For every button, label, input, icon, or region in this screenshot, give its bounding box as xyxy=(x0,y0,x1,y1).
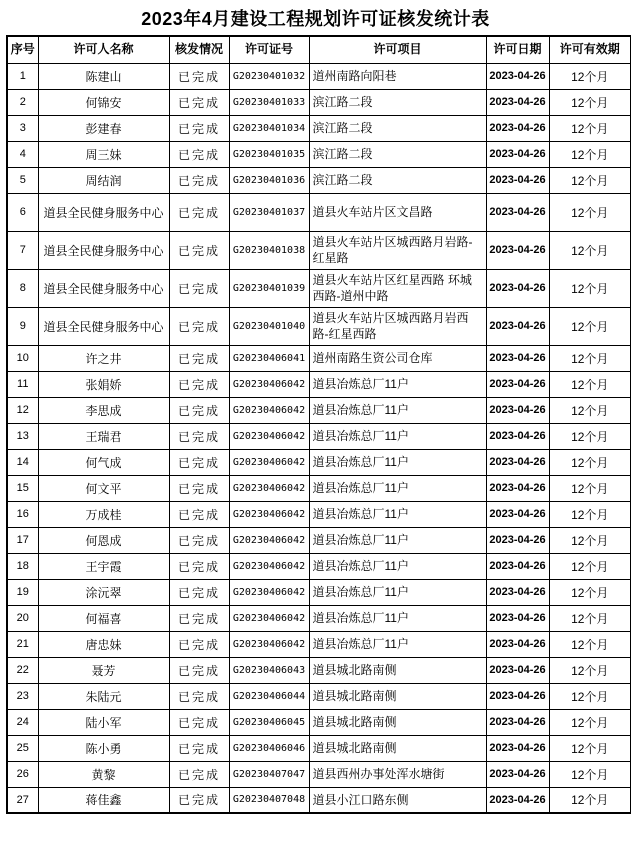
cell-no: 26 xyxy=(7,761,38,787)
table-row xyxy=(7,423,631,449)
table-row xyxy=(7,449,631,475)
cell-validity: 12个月 xyxy=(549,683,631,709)
cell-license-no: G20230406042 xyxy=(229,371,309,397)
cell-license-no: G20230401038 xyxy=(229,231,309,269)
cell-date: 2023-04-26 xyxy=(486,657,549,683)
cell-license-no: G20230406041 xyxy=(229,345,309,371)
table-row xyxy=(7,63,631,89)
cell-validity: 12个月 xyxy=(549,579,631,605)
table-row xyxy=(7,371,631,397)
cell-license-no: G20230407047 xyxy=(229,761,309,787)
cell-date: 2023-04-26 xyxy=(486,735,549,761)
col-header-project: 许可项目 xyxy=(309,36,486,63)
cell-license-no: G20230406042 xyxy=(229,527,309,553)
table-body xyxy=(7,63,631,813)
cell-project: 道县火车站片区城西路月岩路-红星路 xyxy=(309,231,486,269)
cell-license-no: G20230406042 xyxy=(229,475,309,501)
cell-license-no: G20230406046 xyxy=(229,735,309,761)
cell-status: 已完成 xyxy=(169,371,229,397)
table-row xyxy=(7,657,631,683)
table-row xyxy=(7,787,631,813)
cell-status: 已完成 xyxy=(169,397,229,423)
cell-status: 已完成 xyxy=(169,761,229,787)
col-header-date: 许可日期 xyxy=(486,36,549,63)
cell-status: 已完成 xyxy=(169,141,229,167)
cell-validity: 12个月 xyxy=(549,501,631,527)
cell-date: 2023-04-26 xyxy=(486,553,549,579)
cell-no: 6 xyxy=(7,193,38,231)
cell-project: 滨江路二段 xyxy=(309,115,486,141)
table-row xyxy=(7,269,631,307)
cell-date: 2023-04-26 xyxy=(486,89,549,115)
cell-name: 许之井 xyxy=(38,345,169,371)
table-row xyxy=(7,501,631,527)
cell-project: 滨江路二段 xyxy=(309,141,486,167)
cell-name: 何锦安 xyxy=(38,89,169,115)
table-row xyxy=(7,735,631,761)
cell-status: 已完成 xyxy=(169,553,229,579)
cell-name: 周结润 xyxy=(38,167,169,193)
table-row xyxy=(7,167,631,193)
cell-validity: 12个月 xyxy=(549,371,631,397)
table-row xyxy=(7,761,631,787)
table-row xyxy=(7,475,631,501)
cell-project: 道县西州办事处浑水塘街 xyxy=(309,761,486,787)
cell-status: 已完成 xyxy=(169,631,229,657)
cell-validity: 12个月 xyxy=(549,63,631,89)
cell-project: 滨江路二段 xyxy=(309,89,486,115)
table-row xyxy=(7,231,631,269)
cell-license-no: G20230406042 xyxy=(229,605,309,631)
table-row xyxy=(7,579,631,605)
cell-license-no: G20230406042 xyxy=(229,631,309,657)
cell-license-no: G20230401035 xyxy=(229,141,309,167)
cell-date: 2023-04-26 xyxy=(486,193,549,231)
cell-name: 蒋佳鑫 xyxy=(38,787,169,813)
table-row xyxy=(7,683,631,709)
cell-name: 陈小勇 xyxy=(38,735,169,761)
cell-status: 已完成 xyxy=(169,269,229,307)
cell-date: 2023-04-26 xyxy=(486,527,549,553)
table-row xyxy=(7,605,631,631)
cell-name: 万成桂 xyxy=(38,501,169,527)
cell-no: 22 xyxy=(7,657,38,683)
cell-date: 2023-04-26 xyxy=(486,371,549,397)
cell-project: 道县冶炼总厂11户 xyxy=(309,579,486,605)
table-row xyxy=(7,345,631,371)
cell-validity: 12个月 xyxy=(549,709,631,735)
col-header-validity: 许可有效期 xyxy=(549,36,631,63)
cell-status: 已完成 xyxy=(169,193,229,231)
cell-license-no: G20230406045 xyxy=(229,709,309,735)
cell-no: 21 xyxy=(7,631,38,657)
cell-project: 道县火车站片区文昌路 xyxy=(309,193,486,231)
cell-project: 道县火车站片区城西路月岩西路-红星西路 xyxy=(309,307,486,345)
cell-validity: 12个月 xyxy=(549,141,631,167)
col-header-license-no: 许可证号 xyxy=(229,36,309,63)
table-row xyxy=(7,631,631,657)
cell-project: 道县冶炼总厂11户 xyxy=(309,475,486,501)
cell-date: 2023-04-26 xyxy=(486,397,549,423)
cell-license-no: G20230406042 xyxy=(229,579,309,605)
table-row xyxy=(7,193,631,231)
cell-project: 道县冶炼总厂11户 xyxy=(309,605,486,631)
cell-date: 2023-04-26 xyxy=(486,307,549,345)
header-row xyxy=(7,36,631,63)
cell-no: 9 xyxy=(7,307,38,345)
cell-project: 道州南路生资公司仓库 xyxy=(309,345,486,371)
cell-license-no: G20230406042 xyxy=(229,423,309,449)
cell-name: 道县全民健身服务中心 xyxy=(38,231,169,269)
cell-project: 道县火车站片区红星西路 环城西路-道州中路 xyxy=(309,269,486,307)
cell-date: 2023-04-26 xyxy=(486,683,549,709)
cell-no: 12 xyxy=(7,397,38,423)
cell-validity: 12个月 xyxy=(549,787,631,813)
cell-project: 道县城北路南侧 xyxy=(309,657,486,683)
cell-status: 已完成 xyxy=(169,579,229,605)
cell-validity: 12个月 xyxy=(549,631,631,657)
cell-name: 何气成 xyxy=(38,449,169,475)
cell-date: 2023-04-26 xyxy=(486,631,549,657)
cell-validity: 12个月 xyxy=(549,735,631,761)
cell-date: 2023-04-26 xyxy=(486,115,549,141)
cell-project: 道县小江口路东侧 xyxy=(309,787,486,813)
cell-no: 10 xyxy=(7,345,38,371)
cell-project: 道县城北路南侧 xyxy=(309,709,486,735)
cell-name: 王宇霞 xyxy=(38,553,169,579)
table-row xyxy=(7,89,631,115)
cell-project: 道县冶炼总厂11户 xyxy=(309,527,486,553)
cell-status: 已完成 xyxy=(169,231,229,269)
cell-status: 已完成 xyxy=(169,167,229,193)
cell-validity: 12个月 xyxy=(549,345,631,371)
cell-validity: 12个月 xyxy=(549,475,631,501)
cell-name: 涂沅翠 xyxy=(38,579,169,605)
cell-name: 朱陆元 xyxy=(38,683,169,709)
cell-license-no: G20230401033 xyxy=(229,89,309,115)
cell-validity: 12个月 xyxy=(549,657,631,683)
cell-status: 已完成 xyxy=(169,345,229,371)
cell-project: 道州南路向阳巷 xyxy=(309,63,486,89)
cell-status: 已完成 xyxy=(169,735,229,761)
cell-name: 李思成 xyxy=(38,397,169,423)
cell-date: 2023-04-26 xyxy=(486,423,549,449)
table-row xyxy=(7,527,631,553)
cell-no: 11 xyxy=(7,371,38,397)
cell-name: 张娟娇 xyxy=(38,371,169,397)
cell-date: 2023-04-26 xyxy=(486,475,549,501)
cell-no: 2 xyxy=(7,89,38,115)
cell-no: 13 xyxy=(7,423,38,449)
cell-name: 道县全民健身服务中心 xyxy=(38,269,169,307)
cell-no: 19 xyxy=(7,579,38,605)
page-title: 2023年4月建设工程规划许可证核发统计表 xyxy=(141,9,490,29)
cell-project: 道县冶炼总厂11户 xyxy=(309,501,486,527)
cell-license-no: G20230401040 xyxy=(229,307,309,345)
cell-license-no: G20230401037 xyxy=(229,193,309,231)
cell-license-no: G20230406042 xyxy=(229,553,309,579)
cell-date: 2023-04-26 xyxy=(486,709,549,735)
cell-date: 2023-04-26 xyxy=(486,449,549,475)
cell-no: 27 xyxy=(7,787,38,813)
cell-date: 2023-04-26 xyxy=(486,605,549,631)
cell-license-no: G20230401034 xyxy=(229,115,309,141)
col-header-name: 许可人名称 xyxy=(38,36,169,63)
cell-license-no: G20230406042 xyxy=(229,449,309,475)
cell-validity: 12个月 xyxy=(549,449,631,475)
cell-status: 已完成 xyxy=(169,605,229,631)
cell-date: 2023-04-26 xyxy=(486,579,549,605)
cell-no: 3 xyxy=(7,115,38,141)
cell-no: 1 xyxy=(7,63,38,89)
cell-name: 唐忠妹 xyxy=(38,631,169,657)
cell-status: 已完成 xyxy=(169,501,229,527)
cell-no: 4 xyxy=(7,141,38,167)
cell-validity: 12个月 xyxy=(549,761,631,787)
cell-name: 周三妹 xyxy=(38,141,169,167)
cell-name: 何福喜 xyxy=(38,605,169,631)
cell-no: 15 xyxy=(7,475,38,501)
cell-name: 何文平 xyxy=(38,475,169,501)
cell-name: 陈建山 xyxy=(38,63,169,89)
cell-validity: 12个月 xyxy=(549,397,631,423)
cell-status: 已完成 xyxy=(169,527,229,553)
cell-validity: 12个月 xyxy=(549,605,631,631)
cell-status: 已完成 xyxy=(169,449,229,475)
cell-license-no: G20230406043 xyxy=(229,657,309,683)
cell-no: 23 xyxy=(7,683,38,709)
col-header-status: 核发情况 xyxy=(169,36,229,63)
cell-date: 2023-04-26 xyxy=(486,345,549,371)
table-row xyxy=(7,141,631,167)
cell-license-no: G20230406044 xyxy=(229,683,309,709)
table-row xyxy=(7,307,631,345)
cell-project: 道县冶炼总厂11户 xyxy=(309,553,486,579)
cell-status: 已完成 xyxy=(169,787,229,813)
cell-no: 7 xyxy=(7,231,38,269)
cell-status: 已完成 xyxy=(169,63,229,89)
cell-name: 黄黎 xyxy=(38,761,169,787)
cell-license-no: G20230406042 xyxy=(229,501,309,527)
cell-name: 聂芳 xyxy=(38,657,169,683)
cell-no: 14 xyxy=(7,449,38,475)
cell-validity: 12个月 xyxy=(549,193,631,231)
cell-no: 24 xyxy=(7,709,38,735)
cell-validity: 12个月 xyxy=(549,423,631,449)
cell-license-no: G20230401039 xyxy=(229,269,309,307)
cell-status: 已完成 xyxy=(169,657,229,683)
cell-validity: 12个月 xyxy=(549,527,631,553)
cell-date: 2023-04-26 xyxy=(486,141,549,167)
cell-date: 2023-04-26 xyxy=(486,231,549,269)
cell-validity: 12个月 xyxy=(549,89,631,115)
cell-no: 25 xyxy=(7,735,38,761)
cell-project: 道县冶炼总厂11户 xyxy=(309,631,486,657)
cell-status: 已完成 xyxy=(169,115,229,141)
cell-project: 道县城北路南侧 xyxy=(309,683,486,709)
cell-no: 8 xyxy=(7,269,38,307)
cell-status: 已完成 xyxy=(169,709,229,735)
cell-name: 道县全民健身服务中心 xyxy=(38,193,169,231)
cell-status: 已完成 xyxy=(169,683,229,709)
permit-table xyxy=(6,35,631,814)
cell-name: 王瑞君 xyxy=(38,423,169,449)
table-row xyxy=(7,709,631,735)
cell-project: 滨江路二段 xyxy=(309,167,486,193)
cell-name: 道县全民健身服务中心 xyxy=(38,307,169,345)
col-header-no: 序号 xyxy=(7,36,38,63)
cell-status: 已完成 xyxy=(169,423,229,449)
cell-date: 2023-04-26 xyxy=(486,167,549,193)
cell-project: 道县冶炼总厂11户 xyxy=(309,371,486,397)
cell-no: 17 xyxy=(7,527,38,553)
cell-no: 18 xyxy=(7,553,38,579)
cell-validity: 12个月 xyxy=(549,269,631,307)
cell-name: 陆小军 xyxy=(38,709,169,735)
cell-date: 2023-04-26 xyxy=(486,269,549,307)
table-row xyxy=(7,115,631,141)
cell-project: 道县冶炼总厂11户 xyxy=(309,449,486,475)
cell-license-no: G20230401036 xyxy=(229,167,309,193)
cell-no: 16 xyxy=(7,501,38,527)
cell-license-no: G20230406042 xyxy=(229,397,309,423)
cell-status: 已完成 xyxy=(169,89,229,115)
cell-date: 2023-04-26 xyxy=(486,761,549,787)
cell-validity: 12个月 xyxy=(549,167,631,193)
cell-date: 2023-04-26 xyxy=(486,787,549,813)
cell-status: 已完成 xyxy=(169,475,229,501)
cell-validity: 12个月 xyxy=(549,553,631,579)
cell-validity: 12个月 xyxy=(549,231,631,269)
cell-validity: 12个月 xyxy=(549,115,631,141)
cell-license-no: G20230407048 xyxy=(229,787,309,813)
cell-project: 道县城北路南侧 xyxy=(309,735,486,761)
cell-date: 2023-04-26 xyxy=(486,63,549,89)
cell-name: 何恩成 xyxy=(38,527,169,553)
cell-license-no: G20230401032 xyxy=(229,63,309,89)
cell-no: 5 xyxy=(7,167,38,193)
cell-name: 彭建春 xyxy=(38,115,169,141)
table-row xyxy=(7,397,631,423)
cell-date: 2023-04-26 xyxy=(486,501,549,527)
table-row xyxy=(7,553,631,579)
cell-project: 道县冶炼总厂11户 xyxy=(309,423,486,449)
cell-status: 已完成 xyxy=(169,307,229,345)
cell-validity: 12个月 xyxy=(549,307,631,345)
cell-no: 20 xyxy=(7,605,38,631)
cell-project: 道县冶炼总厂11户 xyxy=(309,397,486,423)
